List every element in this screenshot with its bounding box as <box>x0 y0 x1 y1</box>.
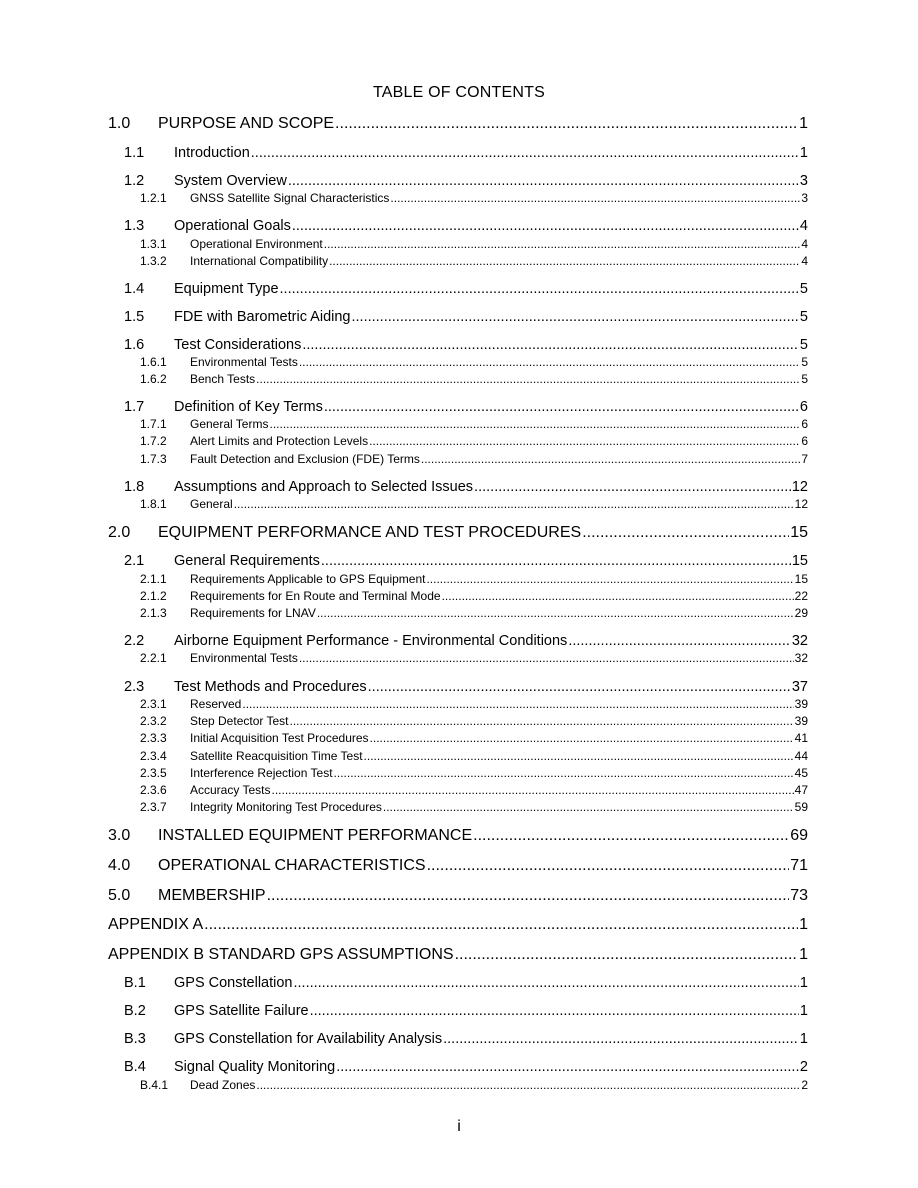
toc-entry-number: 1.5 <box>124 309 145 325</box>
toc-entry-title: System Overview <box>174 173 287 189</box>
dot-leader <box>234 497 794 511</box>
toc-entry-title: Definition of Key Terms <box>174 399 323 415</box>
toc-entry-title: Signal Quality Monitoring <box>174 1059 336 1075</box>
toc-entry-title: PURPOSE AND SCOPE <box>158 115 335 132</box>
toc-entry-page: 29 <box>794 606 808 620</box>
toc-entry[interactable] <box>108 1078 808 1092</box>
toc-entry-page: 4 <box>799 218 808 234</box>
toc-entry-number: B.4.1 <box>140 1078 169 1092</box>
toc-entry-title: Reserved <box>190 697 242 711</box>
toc-entry-page: 1 <box>799 1031 808 1047</box>
toc-entry-number: B.2 <box>124 1003 146 1019</box>
toc-entry-page: 6 <box>799 399 808 415</box>
toc-entry-page: 5 <box>799 281 808 297</box>
dot-leader <box>335 115 798 133</box>
dot-leader <box>290 714 794 728</box>
dot-leader <box>267 887 790 905</box>
toc-entry-number: 1.7 <box>124 399 145 415</box>
toc-entry-number: 4.0 <box>108 857 131 874</box>
toc-entry-number: 1.6 <box>124 337 145 353</box>
toc-entry-page: 1 <box>799 115 808 132</box>
toc-entry-number: 1.4 <box>124 281 145 297</box>
toc-entry-title: GPS Satellite Failure <box>174 1003 309 1019</box>
dot-leader <box>293 975 798 991</box>
toc-entry-number: 1.8 <box>124 479 145 495</box>
toc-entry-number: 2.3.1 <box>140 697 167 711</box>
toc-entry-number: 1.3 <box>124 218 145 234</box>
toc-entry-title: Requirements Applicable to GPS Equipment <box>190 572 426 586</box>
toc-entry-page: 1 <box>799 946 808 963</box>
toc-entry[interactable] <box>108 434 808 448</box>
toc-entry[interactable] <box>108 887 808 905</box>
toc-entry[interactable] <box>108 749 808 763</box>
toc-entry-title: Equipment Type <box>174 281 279 297</box>
dot-leader <box>369 434 800 448</box>
dot-leader <box>368 679 791 695</box>
toc-entry-title: Requirements for En Route and Terminal Mode <box>190 589 441 603</box>
dot-leader <box>299 651 794 665</box>
toc-entry-title: Operational Environment <box>190 237 323 251</box>
toc-entry-title: GPS Constellation <box>174 975 293 991</box>
toc-entry-page: 1 <box>799 145 808 161</box>
toc-entry[interactable] <box>108 946 808 964</box>
toc-entry-title: Test Methods and Procedures <box>174 679 367 695</box>
toc-entry-title: Requirements for LNAV <box>190 606 316 620</box>
toc-entry[interactable] <box>108 1003 808 1019</box>
toc-entry-number: B.4 <box>124 1059 146 1075</box>
toc-entry-number: 1.8.1 <box>140 497 167 511</box>
toc-entry-number: 1.7.3 <box>140 452 167 466</box>
toc-entry-title: Environmental Tests <box>190 651 298 665</box>
toc-entry-page: 39 <box>794 714 808 728</box>
toc-entry[interactable] <box>108 372 808 386</box>
toc-entry-number: 2.3.2 <box>140 714 167 728</box>
toc-entry[interactable] <box>108 731 808 745</box>
toc-entry[interactable] <box>108 916 808 934</box>
toc-entry-title: Bench Tests <box>190 372 256 386</box>
dot-leader <box>474 479 791 495</box>
toc-entry-title: Accuracy Tests <box>190 783 271 797</box>
toc-entry-page: 1 <box>799 916 808 933</box>
toc-entry-page: 37 <box>791 679 808 695</box>
toc-entry-page: 3 <box>799 173 808 189</box>
toc-entry-number: 1.7.1 <box>140 417 167 431</box>
toc-entry-page: 15 <box>790 524 808 541</box>
dot-leader <box>288 173 799 189</box>
toc-entry-page: 15 <box>791 553 808 569</box>
toc-entry-title: Airborne Equipment Performance - Environmental Conditions <box>174 633 568 649</box>
dot-leader <box>299 355 800 369</box>
toc-entry[interactable] <box>108 399 808 415</box>
toc-entry-title: GPS Constellation for Availability Analysis <box>174 1031 443 1047</box>
toc-entry-number: 2.1.1 <box>140 572 167 586</box>
toc-entry-number: B.3 <box>124 1031 146 1047</box>
toc-entry[interactable] <box>108 173 808 189</box>
toc-entry-title: International Compatibility <box>190 254 329 268</box>
toc-entry-title: Introduction <box>174 145 250 161</box>
toc-entry-number: 1.3.1 <box>140 237 167 251</box>
toc-entry-page: 1 <box>799 975 808 991</box>
toc-entry-page: 3 <box>801 191 808 205</box>
toc-entry-page: 4 <box>801 254 808 268</box>
toc-entry-title: Test Considerations <box>174 337 302 353</box>
toc-entry-page: 7 <box>801 452 808 466</box>
dot-leader <box>582 524 789 542</box>
dot-leader <box>324 399 799 415</box>
toc-entry-number: 2.3.7 <box>140 800 167 814</box>
toc-entry[interactable] <box>108 606 808 620</box>
dot-leader <box>271 783 793 797</box>
toc-entry[interactable] <box>108 524 808 542</box>
toc-entry-number: 1.6.1 <box>140 355 167 369</box>
toc-entry-title: Assumptions and Approach to Selected Issues <box>174 479 474 495</box>
toc-entry-page: 5 <box>801 372 808 386</box>
toc-entry-number: 2.1.3 <box>140 606 167 620</box>
toc-entry[interactable] <box>108 975 808 991</box>
toc-title: TABLE OF CONTENTS <box>372 84 545 101</box>
dot-leader <box>443 1031 799 1047</box>
dot-leader <box>302 337 799 353</box>
toc-entry-number: 2.1.2 <box>140 589 167 603</box>
toc-entry-page: 45 <box>794 766 808 780</box>
toc-entry[interactable] <box>108 237 808 251</box>
toc-entry-page: 2 <box>799 1059 808 1075</box>
dot-leader <box>242 697 793 711</box>
toc-entry[interactable] <box>108 497 808 511</box>
toc-entry-title: General <box>190 497 233 511</box>
toc-entry-title: Interference Rejection Test <box>190 766 333 780</box>
toc-entry-number: 2.3.6 <box>140 783 167 797</box>
toc-entry-title: Environmental Tests <box>190 355 298 369</box>
toc-entry-page: 73 <box>790 887 808 904</box>
toc-entry-title: General Requirements <box>174 553 320 569</box>
dot-leader <box>280 281 799 297</box>
toc-entry-page: 59 <box>794 800 808 814</box>
toc-entry[interactable] <box>108 355 808 369</box>
toc-entry-title: FDE with Barometric Aiding <box>174 309 351 325</box>
toc-entry-title: Step Detector Test <box>190 714 289 728</box>
dot-leader <box>426 572 793 586</box>
dot-leader <box>324 237 801 251</box>
toc-entry-title: Integrity Monitoring Test Procedures <box>190 800 382 814</box>
toc-entry[interactable] <box>108 115 808 133</box>
toc-entry-number: 1.3.2 <box>140 254 167 268</box>
toc-entry-page: 22 <box>794 589 808 603</box>
dot-leader <box>390 191 800 205</box>
toc-entry-title: APPENDIX A <box>108 916 204 933</box>
toc-entry-number: 1.6.2 <box>140 372 167 386</box>
toc-entry-number: 2.3.5 <box>140 766 167 780</box>
toc-entry[interactable] <box>108 452 808 466</box>
page-number: i <box>457 1118 461 1135</box>
toc-entry[interactable] <box>108 1059 808 1075</box>
toc-entry-page: 12 <box>791 479 808 495</box>
toc-entry-page: 47 <box>794 783 808 797</box>
toc-entry[interactable] <box>108 309 808 325</box>
toc-entry-number: 2.2 <box>124 633 145 649</box>
toc-entry-number: 1.7.2 <box>140 434 167 448</box>
toc-entry[interactable] <box>108 218 808 234</box>
toc-entry-page: 5 <box>799 337 808 353</box>
dot-leader <box>351 309 798 325</box>
dot-leader <box>364 749 794 763</box>
toc-entry-number: B.1 <box>124 975 146 991</box>
toc-entry[interactable] <box>108 800 808 814</box>
toc-entry-title: Dead Zones <box>190 1078 256 1092</box>
toc-entry-number: 2.2.1 <box>140 651 167 665</box>
dot-leader <box>383 800 794 814</box>
toc-entry-title: EQUIPMENT PERFORMANCE AND TEST PROCEDURES <box>158 524 582 541</box>
toc-entry-number: 3.0 <box>108 827 131 844</box>
toc-entry-page: 5 <box>801 355 808 369</box>
toc-entry-page: 32 <box>791 633 808 649</box>
toc-entry-title: APPENDIX B STANDARD GPS ASSUMPTIONS <box>108 946 454 963</box>
toc-entry-page: 71 <box>790 857 808 874</box>
dot-leader <box>568 633 791 649</box>
dot-leader <box>256 1078 800 1092</box>
toc-entry-number: 1.2.1 <box>140 191 167 205</box>
dot-leader <box>256 372 800 386</box>
toc-entry-page: 44 <box>794 749 808 763</box>
dot-leader <box>317 606 794 620</box>
toc-entry-title: General Terms <box>190 417 269 431</box>
toc-entry-title: Fault Detection and Exclusion (FDE) Terms <box>190 452 420 466</box>
toc-entry-page: 1 <box>799 1003 808 1019</box>
toc-entry-title: Operational Goals <box>174 218 291 234</box>
toc-entry[interactable] <box>108 714 808 728</box>
toc-entry-number: 1.1 <box>124 145 145 161</box>
toc-entry-number: 1.0 <box>108 115 131 132</box>
toc-entry[interactable] <box>108 827 808 845</box>
toc-entry[interactable] <box>108 651 808 665</box>
dot-leader <box>251 145 799 161</box>
toc-entry[interactable] <box>108 783 808 797</box>
toc-entry[interactable] <box>108 679 808 695</box>
toc-entry-page: 6 <box>801 417 808 431</box>
dot-leader <box>336 1059 799 1075</box>
toc-entry-title: INSTALLED EQUIPMENT PERFORMANCE <box>158 827 473 844</box>
toc-entry-page: 15 <box>794 572 808 586</box>
toc-entry[interactable] <box>108 281 808 297</box>
dot-leader <box>334 766 794 780</box>
dot-leader <box>269 417 800 431</box>
toc-entry[interactable] <box>108 697 808 711</box>
toc-entry[interactable] <box>108 145 808 161</box>
toc-entry[interactable] <box>108 1031 808 1047</box>
dot-leader <box>292 218 799 234</box>
toc-entry[interactable] <box>108 479 808 495</box>
toc-entry-page: 5 <box>799 309 808 325</box>
toc-entry[interactable] <box>108 633 808 649</box>
toc-entry-page: 4 <box>801 237 808 251</box>
toc-entry[interactable] <box>108 766 808 780</box>
toc-entry[interactable] <box>108 572 808 586</box>
toc-entry[interactable] <box>108 589 808 603</box>
dot-leader <box>329 254 800 268</box>
toc-entry-page: 39 <box>794 697 808 711</box>
toc-entry-title: OPERATIONAL CHARACTERISTICS <box>158 857 426 874</box>
toc-entry-title: Alert Limits and Protection Levels <box>190 434 369 448</box>
toc-entry-number: 2.1 <box>124 553 145 569</box>
toc-entry[interactable] <box>108 857 808 875</box>
toc-entry-number: 1.2 <box>124 173 145 189</box>
toc-entry-page: 12 <box>794 497 808 511</box>
toc-entry-number: 2.3.4 <box>140 749 167 763</box>
toc-entry[interactable] <box>108 553 808 569</box>
toc-entry[interactable] <box>108 417 808 431</box>
dot-leader <box>204 916 798 934</box>
toc-entry-number: 5.0 <box>108 887 131 904</box>
dot-leader <box>442 589 794 603</box>
dot-leader <box>427 857 790 875</box>
toc-entry-title: MEMBERSHIP <box>158 887 266 904</box>
toc-entry[interactable] <box>108 254 808 268</box>
dot-leader <box>421 452 800 466</box>
toc-entry-title: Satellite Reacquisition Time Test <box>190 749 363 763</box>
toc-entry-title: Initial Acquisition Test Procedures <box>190 731 369 745</box>
toc-entry-page: 69 <box>790 827 808 844</box>
toc-entry-number: 2.3 <box>124 679 145 695</box>
toc-entry-number: 2.0 <box>108 524 131 541</box>
toc-entry[interactable] <box>108 337 808 353</box>
toc-entry-number: 2.3.3 <box>140 731 167 745</box>
dot-leader <box>321 553 791 569</box>
dot-leader <box>370 731 794 745</box>
toc-entry[interactable] <box>108 191 808 205</box>
dot-leader <box>310 1003 799 1019</box>
toc-entry-page: 32 <box>794 651 808 665</box>
dot-leader <box>455 946 799 964</box>
dot-leader <box>473 827 789 845</box>
toc-entry-page: 2 <box>801 1078 808 1092</box>
toc-entry-page: 6 <box>801 434 808 448</box>
toc-entry-title: GNSS Satellite Signal Characteristics <box>190 191 390 205</box>
toc-entry-page: 41 <box>794 731 808 745</box>
